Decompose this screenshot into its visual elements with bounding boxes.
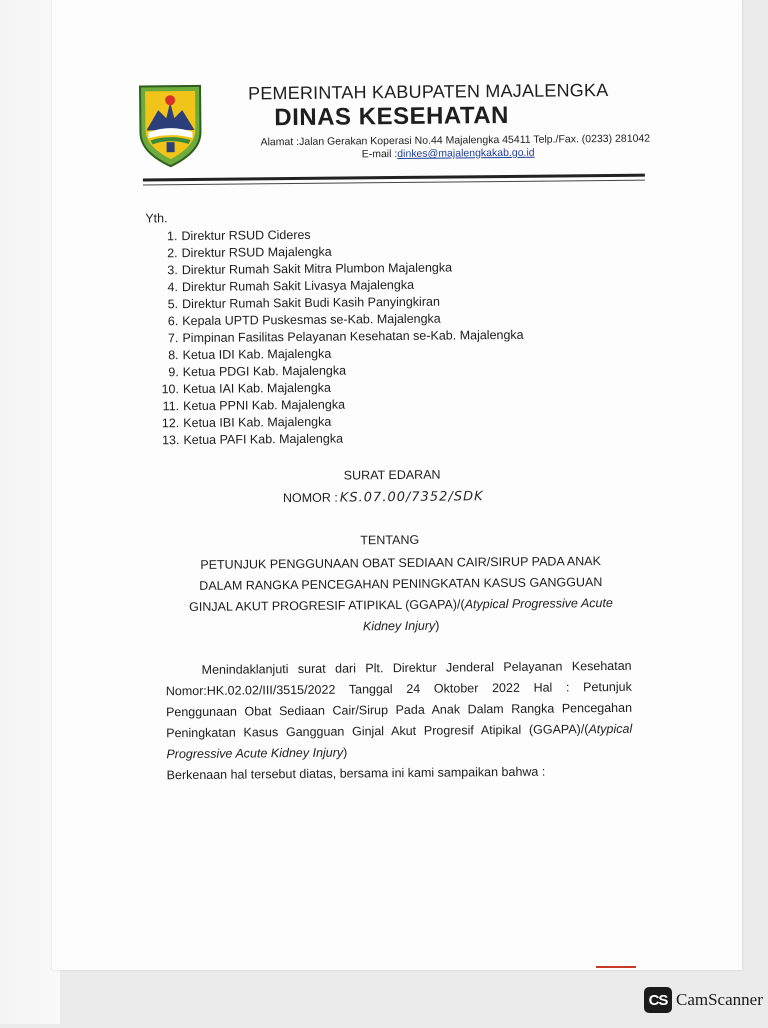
closing-line: Berkenaan hal tersebut diatas, bersama ini kami sampaikan bahwa : bbox=[166, 764, 546, 783]
handwritten-number: KS.07.00/7352/SDK bbox=[339, 489, 484, 506]
circular-title: SURAT EDARAN bbox=[343, 467, 441, 483]
subject-line-text: ) bbox=[435, 618, 440, 633]
circular-subject bbox=[171, 551, 632, 639]
subject-line-italic: Kidney Injury bbox=[362, 618, 436, 634]
recipient-list bbox=[155, 225, 524, 450]
recipient-text: Ketua PDGI Kab. Majalengka bbox=[182, 363, 347, 380]
recipient-number: 11. bbox=[162, 399, 180, 414]
subject-line: PETUNJUK PENGGUNAAN OBAT SEDIAAN CAIR/SIRUP PADA ANAK bbox=[200, 554, 601, 572]
recipient-number: 1. bbox=[166, 229, 178, 244]
recipient-number: 12. bbox=[161, 416, 180, 431]
salutation: Yth. bbox=[145, 211, 168, 226]
email-label: E-mail : bbox=[361, 148, 398, 161]
paragraph-italic: Atypical Progressive Acute Kidney Injury bbox=[166, 721, 633, 762]
recipient-number: 3. bbox=[167, 263, 178, 278]
subject-line bbox=[171, 593, 631, 618]
recipient-number: 7. bbox=[167, 331, 179, 346]
recipient-text: Direktur Rumah Sakit Livasya Majalengka bbox=[181, 277, 415, 295]
agency-name: DINAS KESEHATAN bbox=[274, 101, 510, 132]
recipient-text: Direktur RSUD Cideres bbox=[181, 227, 311, 244]
recipient-number: 9. bbox=[168, 365, 179, 380]
email-line bbox=[362, 147, 535, 161]
recipient-text: Ketua IDI Kab. Majalengka bbox=[182, 346, 332, 363]
paragraph-end: ) bbox=[343, 745, 348, 760]
camscanner-logo-icon: CS bbox=[644, 987, 672, 1013]
recipient-text: Ketua IAI Kab. Majalengka bbox=[182, 380, 332, 397]
recipient-number: 8. bbox=[168, 348, 179, 363]
recipient-item bbox=[157, 429, 524, 450]
circular-number bbox=[283, 489, 484, 506]
government-name: PEMERINTAH KABUPATEN MAJALENGKA bbox=[247, 79, 609, 104]
recipient-text: Pimpinan Fasilitas Pelayanan Kesehatan se-Kab. Majalengka bbox=[182, 327, 524, 346]
subject-line bbox=[171, 614, 631, 639]
recipient-text: Kepala UPTD Puskesmas se-Kab. Majalengka bbox=[182, 311, 441, 329]
camscanner-watermark bbox=[644, 987, 763, 1013]
number-label: NOMOR : bbox=[282, 490, 338, 506]
body-paragraph bbox=[166, 656, 633, 765]
camscanner-label: CamScanner bbox=[676, 990, 763, 1009]
recipient-number: 5. bbox=[167, 297, 179, 312]
email-link[interactable]: dinkes@majalengkakab.go.id bbox=[397, 146, 535, 161]
subject-line-text: GINJAL AKUT PROGRESIF ATIPIKAL (GGAPA)/( bbox=[189, 597, 465, 615]
paragraph-text: Menindaklanjuti surat dari Plt. Direktur Jenderal Pelayanan Kesehatan Nomor:HK.02.02/III/3515/2022 Tanggal 24 Oktober 2022 Hal : Petunjuk Penggunaan Obat Sediaan Cair/Sirup Pada Anak Dalam Rangka Pencegahan Peningkatan Kasus Gangguan Ginjal Akut Progresif Atipikal (GGAPA)/( bbox=[165, 658, 633, 741]
recipient-text: Ketua PAFI Kab. Majalengka bbox=[183, 431, 344, 448]
regency-emblem-icon bbox=[136, 80, 205, 169]
recipient-text: Ketua PPNI Kab. Majalengka bbox=[183, 397, 346, 414]
subject-line-italic: Atypical Progressive Acute bbox=[464, 595, 613, 612]
recipient-item bbox=[156, 327, 523, 348]
recipient-number: 10. bbox=[161, 382, 179, 397]
recipient-number: 4. bbox=[167, 280, 179, 295]
recipient-text: Direktur Rumah Sakit Budi Kasih Panyingkiran bbox=[182, 294, 440, 312]
recipient-text: Ketua IBI Kab. Majalengka bbox=[183, 414, 332, 431]
recipient-text: Direktur Rumah Sakit Mitra Plumbon Majalengka bbox=[181, 260, 453, 278]
about-heading: TENTANG bbox=[360, 532, 420, 548]
address-line: Alamat :Jalan Gerakan Koperasi No.44 Majalengka 45411 Telp./Fax. (0233) 281042 bbox=[260, 132, 651, 149]
recipient-number: 6. bbox=[167, 314, 179, 329]
subject-line: DALAM RANGKA PENCEGAHAN PENINGKATAN KASUS GANGGUAN bbox=[199, 575, 603, 593]
recipient-number: 13. bbox=[161, 433, 180, 448]
recipient-number: 2. bbox=[167, 246, 178, 261]
recipient-text: Direktur RSUD Majalengka bbox=[181, 244, 332, 261]
